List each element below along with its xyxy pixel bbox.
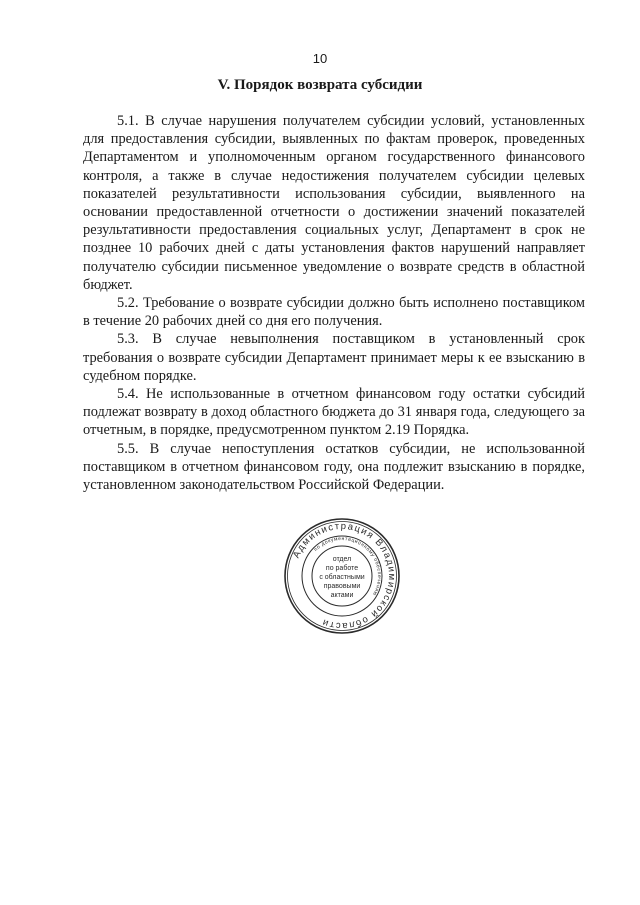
paragraph-5-4: 5.4. Не использованные в отчетном финансовом году остатки субсидий подлежат возврату в доход областного бюджета до 31 января года, следующего за отчетным, в порядке, предусмотренном пунктом 2.19 Порядка. xyxy=(83,386,585,439)
seal-outer-text: Администрация Владимирской области xyxy=(290,520,398,632)
paragraph-5-1: 5.1. В случае нарушения получателем субсидии условий, установленных для предоставления субсидии, выявленных по фактам проверок, проведенных Департаментом и уполномоченным органом государственного финансового контроля, а также в случае недостижения получателем субсидии целевых показателей результативности использования субсидии, выявленного на основании предоставленной отчетности о достижении значений показателей результативности предоставления социальных услуг, Департамент в срок не позднее 10 рабочих дней с даты установления фактов нарушений направляет получателю субсидии письменное уведомление о возврате средств в областной бюджет. xyxy=(83,113,585,293)
official-seal xyxy=(283,517,401,635)
page-number: 10 xyxy=(312,51,328,66)
seal-line-3: с областными xyxy=(319,574,365,581)
seal-line-4: правовыми xyxy=(323,583,361,590)
document-body xyxy=(83,112,585,494)
seal-inner-text: по документационному обеспечению xyxy=(312,535,383,597)
section-title: V. Порядок возврата субсидии xyxy=(217,77,423,93)
seal-line-1: отдел xyxy=(332,556,352,563)
paragraph-5-3: 5.3. В случае невыполнения поставщиком в установленный срок требования о возврате субсидии Департамент принимает меры к ее взысканию в судебном порядке. xyxy=(83,331,585,384)
seal-line-5: актами xyxy=(330,592,354,599)
seal-line-2: по работе xyxy=(325,565,359,572)
paragraph-5-5: 5.5. В случае непоступления остатков субсидии, не использованной поставщиком в отчетном финансовом году, она подлежит взысканию в порядке, установленном законодательством Российской Федерации. xyxy=(83,440,585,494)
paragraph-5-2: 5.2. Требование о возврате субсидии должно быть исполнено поставщиком в течение 20 рабочих дней со дня его получения. xyxy=(83,295,585,330)
